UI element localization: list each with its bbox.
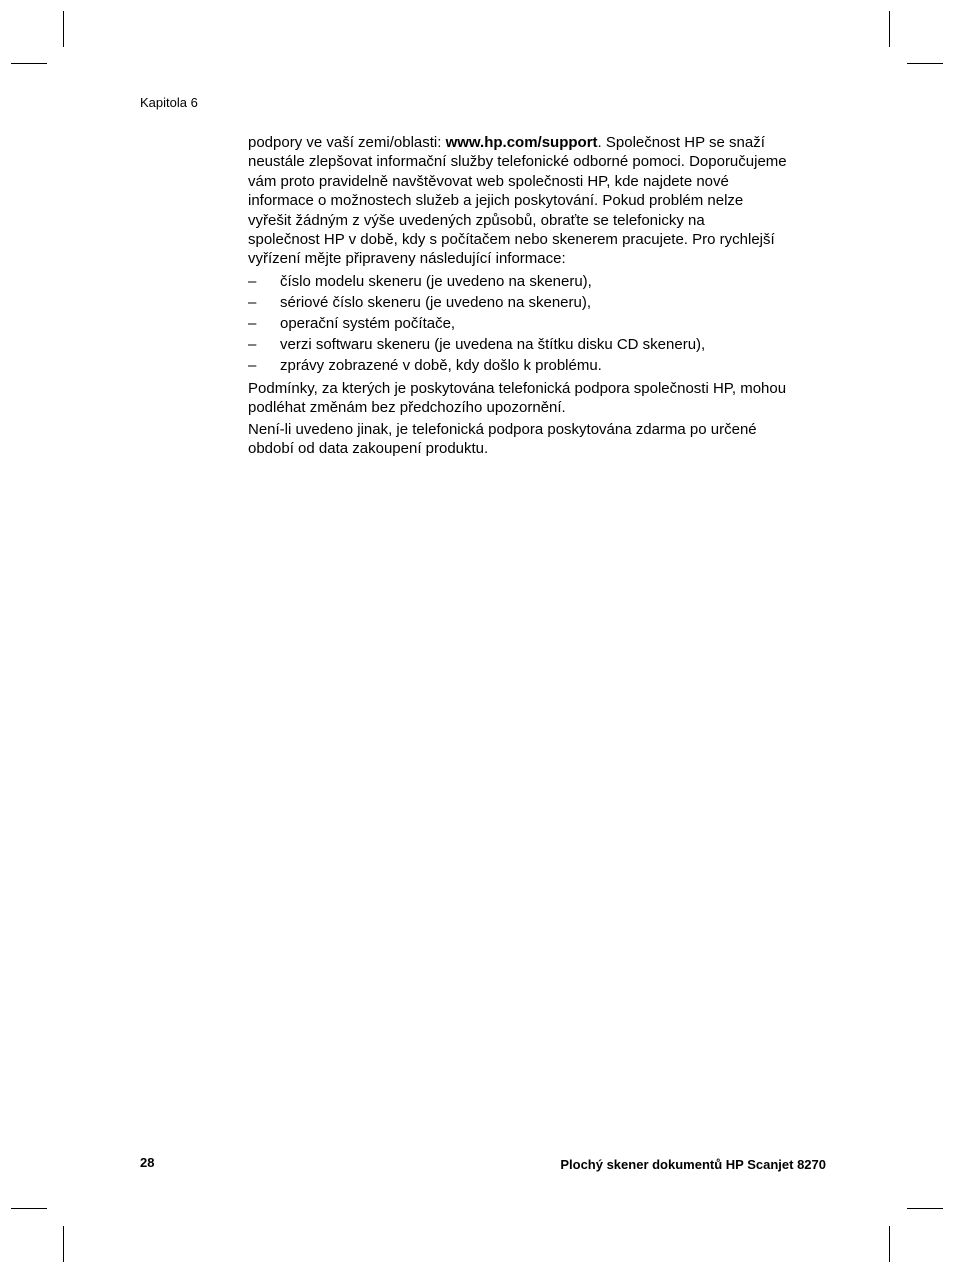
support-url-link[interactable]: www.hp.com/support xyxy=(445,134,598,151)
paragraph-line: vám proto pravidelně navštěvovat web společnosti HP, kde najdete nové xyxy=(248,172,729,190)
paragraph-line: vyřešit žádným z výše uvedených způsobů, obraťte se telefonicky na xyxy=(248,211,705,229)
info-list xyxy=(248,271,838,376)
dash-marker: – xyxy=(248,314,257,332)
page-content xyxy=(248,133,838,458)
paragraph-line: podléhat změnám bez předchozího upozornění. xyxy=(248,399,566,417)
crop-mark-bottom-right-v xyxy=(889,1226,890,1262)
crop-mark-top-left-v xyxy=(63,11,64,47)
crop-mark-top-right-v xyxy=(889,11,890,47)
paragraph-line: podpory ve vaší zemi/oblasti: www.hp.com/support. Společnost HP se snaží xyxy=(248,134,765,151)
list-item: – operační systém počítače, xyxy=(248,314,456,332)
paragraph-line: společnost HP v době, kdy s počítačem nebo skenerem pracujete. Pro rychlejší xyxy=(248,231,775,249)
crop-mark-bottom-left-h xyxy=(11,1208,47,1209)
paragraph-support xyxy=(248,133,838,269)
list-item: – zprávy zobrazené v době, kdy došlo k problému. xyxy=(248,356,602,374)
dash-marker: – xyxy=(248,335,257,353)
paragraph-line: Není-li uvedeno jinak, je telefonická podpora poskytována zdarma po určené xyxy=(248,420,757,438)
paragraph-line: informace o možnostech služeb a jejich poskytování. Pokud problém nelze xyxy=(248,192,744,210)
paragraph-line: vyřízení mějte připraveny následující informace: xyxy=(248,250,566,268)
list-item: – verzi softwaru skeneru (je uvedena na štítku disku CD skeneru), xyxy=(248,335,706,353)
dash-marker: – xyxy=(248,293,257,311)
paragraph-line: neustále zlepšovat informační služby telefonické odborné pomoci. Doporučujeme xyxy=(248,153,787,171)
dash-marker: – xyxy=(248,272,257,290)
page-number: 28 xyxy=(140,1155,155,1170)
paragraph-conditions xyxy=(248,379,838,418)
dash-marker: – xyxy=(248,356,257,374)
list-item: – číslo modelu skeneru (je uvedeno na skeneru), xyxy=(248,272,592,290)
crop-mark-top-right-h xyxy=(907,63,943,64)
footer-product-title: Plochý skener dokumentů HP Scanjet 8270 xyxy=(560,1157,826,1172)
crop-mark-bottom-left-v xyxy=(63,1226,64,1262)
paragraph-line: Podmínky, za kterých je poskytována telefonická podpora společnosti HP, mohou xyxy=(248,379,787,397)
crop-mark-top-left-h xyxy=(11,63,47,64)
paragraph-line: období od data zakoupení produktu. xyxy=(248,440,489,458)
crop-mark-bottom-right-h xyxy=(907,1208,943,1209)
chapter-header: Kapitola 6 xyxy=(140,95,198,110)
list-item: – sériové číslo skeneru (je uvedeno na skeneru), xyxy=(248,293,592,311)
paragraph-free-support xyxy=(248,420,838,459)
